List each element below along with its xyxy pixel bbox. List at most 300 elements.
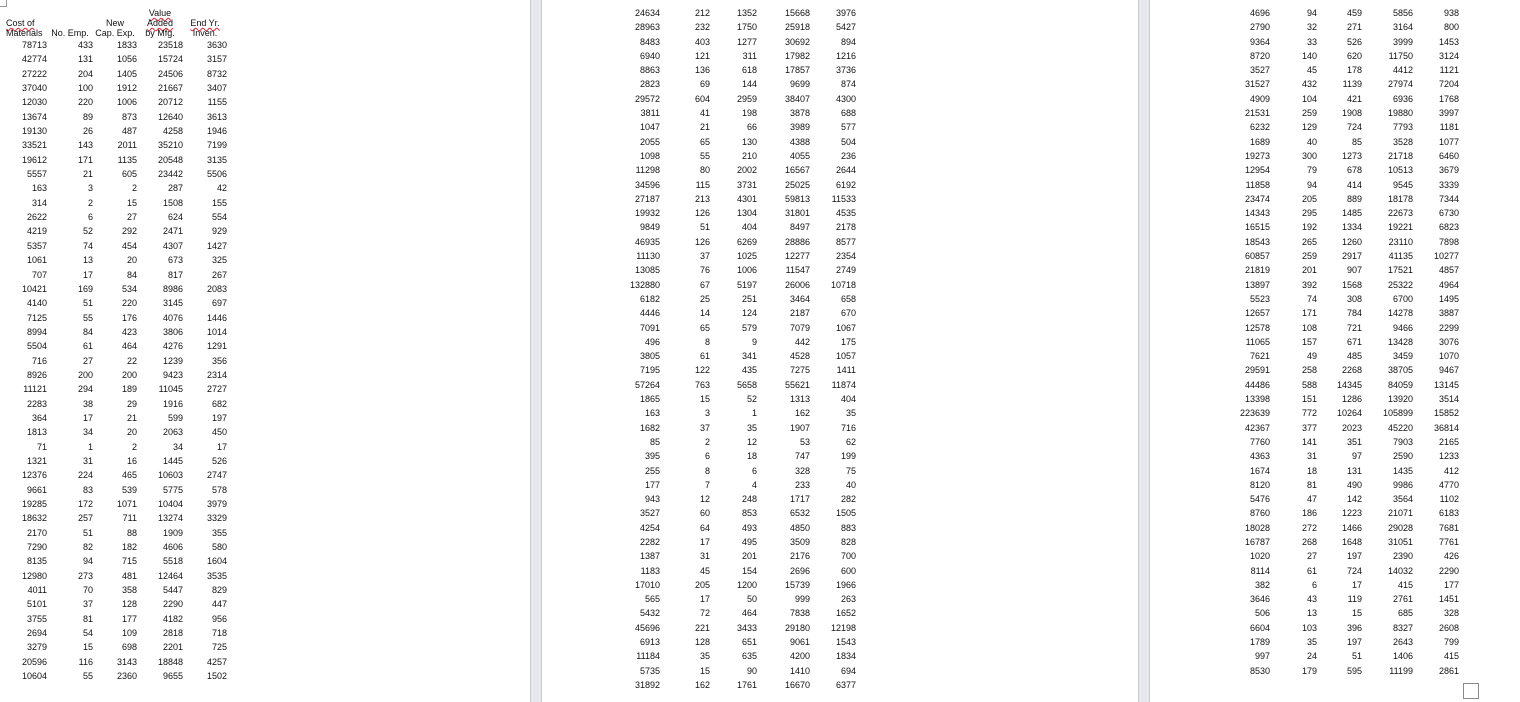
table-cell: 25025 bbox=[784, 179, 810, 190]
table-cell: 7204 bbox=[1438, 79, 1459, 90]
table-cell: 1387 bbox=[639, 551, 660, 562]
table-cell: 18028 bbox=[1244, 522, 1270, 533]
table-cell: 1451 bbox=[1438, 594, 1459, 605]
table-row bbox=[620, 135, 856, 149]
table-cell: 2360 bbox=[116, 671, 137, 682]
table-row bbox=[1230, 292, 1459, 306]
table-cell: 46935 bbox=[634, 236, 660, 247]
table-cell: 4528 bbox=[789, 351, 810, 362]
table-cell: 11130 bbox=[636, 251, 660, 262]
table-cell: 5447 bbox=[162, 585, 183, 596]
table-cell: 40 bbox=[845, 479, 856, 490]
table-cell: 3143 bbox=[116, 656, 137, 667]
table-row bbox=[620, 220, 856, 234]
table-cell: 1833 bbox=[116, 40, 137, 50]
table-cell: 1098 bbox=[639, 150, 660, 161]
table-cell: 2283 bbox=[26, 398, 47, 409]
table-cell: 72 bbox=[699, 608, 710, 619]
table-cell: 1304 bbox=[736, 208, 757, 219]
table-cell: 435 bbox=[741, 365, 757, 376]
table-cell: 999 bbox=[794, 594, 810, 605]
table-cell: 128 bbox=[694, 637, 710, 648]
table-cell: 5658 bbox=[736, 379, 757, 390]
table-cell: 956 bbox=[211, 613, 227, 624]
table-cell: 2471 bbox=[162, 226, 183, 237]
table-cell: 1047 bbox=[639, 122, 660, 133]
table-cell: 128 bbox=[121, 599, 137, 610]
table-cell: 355 bbox=[211, 527, 227, 538]
table-cell: 4055 bbox=[789, 150, 810, 161]
table-cell: 3145 bbox=[162, 298, 183, 309]
table-cell: 4535 bbox=[835, 208, 856, 219]
table-row bbox=[6, 38, 227, 52]
table-cell: 1121 bbox=[1439, 65, 1459, 76]
table-cell: 197 bbox=[1346, 637, 1362, 648]
table-row bbox=[1230, 49, 1459, 63]
table-cell: 83 bbox=[82, 484, 93, 495]
table-cell: 67 bbox=[699, 279, 710, 290]
table-cell: 2390 bbox=[1392, 551, 1413, 562]
table-cell: 80 bbox=[699, 165, 710, 176]
table-cell: 894 bbox=[840, 36, 856, 47]
table-cell: 21 bbox=[699, 122, 710, 133]
table-cell: 23110 bbox=[1388, 236, 1413, 247]
table-cell: 90 bbox=[746, 665, 757, 676]
table-cell: 8530 bbox=[1249, 665, 1270, 676]
table-cell: 4257 bbox=[206, 656, 227, 667]
table-cell: 493 bbox=[741, 522, 757, 533]
table-cell: 716 bbox=[31, 355, 47, 366]
table-row bbox=[6, 124, 227, 138]
table-cell: 1717 bbox=[789, 494, 810, 505]
table-row bbox=[6, 339, 227, 353]
table-cell: 31527 bbox=[1244, 79, 1270, 90]
table-cell: 396 bbox=[1346, 622, 1362, 633]
table-cell: 35210 bbox=[157, 140, 183, 151]
table-cell: 79 bbox=[1306, 165, 1317, 176]
table-cell: 15739 bbox=[784, 579, 810, 590]
table-cell: 16670 bbox=[784, 679, 810, 690]
table-cell: 16787 bbox=[1244, 536, 1270, 547]
table-cell: 17 bbox=[699, 594, 710, 605]
table-cell: 11045 bbox=[158, 384, 183, 395]
table-cell: 3 bbox=[704, 408, 710, 419]
table-cell: 2644 bbox=[835, 165, 856, 176]
table-cell: 177 bbox=[121, 613, 137, 624]
table-row bbox=[6, 110, 227, 124]
table-cell: 18543 bbox=[1244, 236, 1270, 247]
table-cell: 3878 bbox=[789, 108, 810, 119]
table-cell: 1056 bbox=[116, 54, 137, 65]
table-cell: 201 bbox=[741, 551, 757, 562]
table-cell: 554 bbox=[211, 212, 227, 223]
table-row bbox=[1230, 578, 1459, 592]
table-cell: 6936 bbox=[1392, 93, 1413, 104]
table-cell: 69 bbox=[699, 79, 710, 90]
table-cell: 356 bbox=[211, 355, 227, 366]
table-row bbox=[620, 249, 856, 263]
table-row bbox=[1230, 321, 1459, 335]
table-cell: 41 bbox=[699, 108, 710, 119]
table-cell: 6 bbox=[1311, 579, 1317, 590]
table-cell: 12464 bbox=[157, 570, 183, 581]
table-cell: 163 bbox=[31, 183, 47, 194]
table-row bbox=[1230, 306, 1459, 320]
table-row bbox=[1230, 392, 1459, 406]
table-row bbox=[620, 149, 856, 163]
table-cell: 3407 bbox=[206, 83, 227, 94]
table-cell: 20712 bbox=[157, 97, 183, 108]
table-cell: 51 bbox=[699, 222, 710, 233]
table-cell: 205 bbox=[694, 579, 710, 590]
table-cell: 1682 bbox=[639, 422, 660, 433]
table-cell: 5357 bbox=[26, 240, 47, 251]
table-cell: 9655 bbox=[162, 671, 183, 682]
table-cell: 175 bbox=[840, 336, 856, 347]
table-cell: 31801 bbox=[784, 208, 810, 219]
table-cell: 49 bbox=[1306, 351, 1317, 362]
table-row bbox=[620, 592, 856, 606]
table-cell: 7838 bbox=[789, 608, 810, 619]
table-cell: 577 bbox=[840, 122, 856, 133]
table-cell: 122 bbox=[694, 365, 710, 376]
table-cell: 282 bbox=[840, 494, 856, 505]
table-cell: 7125 bbox=[26, 312, 47, 323]
table-cell: 10513 bbox=[1387, 165, 1413, 176]
table-cell: 37 bbox=[699, 422, 710, 433]
table-cell: 421 bbox=[1346, 93, 1362, 104]
table-cell: 4254 bbox=[639, 522, 660, 533]
table-cell: 698 bbox=[121, 642, 137, 653]
table-cell: 2 bbox=[131, 441, 137, 452]
table-cell: 265 bbox=[1301, 236, 1317, 247]
table-cell: 105899 bbox=[1382, 408, 1413, 419]
table-row bbox=[620, 664, 856, 678]
table-cell: 132880 bbox=[629, 279, 660, 290]
table-cell: 177 bbox=[1443, 579, 1459, 590]
table-body-column-2 bbox=[620, 6, 856, 692]
table-cell: 3811 bbox=[640, 108, 660, 119]
table-cell: 1907 bbox=[789, 422, 810, 433]
page-corner-mark bbox=[0, 0, 7, 7]
table-cell: 426 bbox=[1443, 551, 1459, 562]
table-cell: 1674 bbox=[1249, 465, 1270, 476]
resize-handle[interactable] bbox=[1463, 683, 1479, 699]
table-cell: 81 bbox=[82, 613, 93, 624]
table-cell: 17010 bbox=[634, 579, 660, 590]
table-cell: 248 bbox=[741, 494, 757, 505]
table-cell: 2749 bbox=[835, 265, 856, 276]
table-cell: 9986 bbox=[1392, 479, 1413, 490]
table-cell: 33 bbox=[1306, 36, 1317, 47]
table-cell: 1 bbox=[751, 408, 757, 419]
table-cell: 2 bbox=[131, 183, 137, 194]
table-cell: 55 bbox=[699, 150, 710, 161]
table-cell: 6269 bbox=[736, 236, 757, 247]
table-cell: 25 bbox=[699, 293, 710, 304]
table-cell: 715 bbox=[121, 556, 137, 567]
table-cell: 1216 bbox=[835, 50, 856, 61]
table-cell: 490 bbox=[1346, 479, 1362, 490]
table-row bbox=[620, 392, 856, 406]
table-cell: 15 bbox=[699, 665, 710, 676]
table-cell: 81 bbox=[1306, 479, 1317, 490]
table-cell: 13085 bbox=[634, 265, 660, 276]
table-cell: 578 bbox=[211, 484, 227, 495]
table-cell: 271 bbox=[1346, 22, 1362, 33]
table-row bbox=[6, 497, 227, 511]
table-cell: 3339 bbox=[1438, 179, 1459, 190]
table-cell: 395 bbox=[644, 451, 660, 462]
table-cell: 15668 bbox=[784, 8, 810, 18]
table-cell: 221 bbox=[694, 622, 710, 633]
table-cell: 3976 bbox=[835, 8, 856, 18]
table-cell: 35 bbox=[699, 651, 710, 662]
table-cell: 874 bbox=[840, 79, 856, 90]
table-cell: 55621 bbox=[784, 379, 810, 390]
table-cell: 3731 bbox=[736, 179, 757, 190]
table-cell: 8732 bbox=[206, 68, 227, 79]
table-cell: 1912 bbox=[116, 83, 137, 94]
table-cell: 404 bbox=[840, 394, 856, 405]
table-row bbox=[620, 649, 856, 663]
table-cell: 1070 bbox=[1438, 351, 1459, 362]
table-cell: 143 bbox=[77, 140, 93, 151]
table-row bbox=[6, 95, 227, 109]
table-cell: 19285 bbox=[21, 499, 47, 509]
table-cell: 61 bbox=[82, 341, 93, 352]
table-cell: 1505 bbox=[835, 508, 856, 519]
table-cell: 9661 bbox=[26, 484, 47, 495]
table-cell: 1239 bbox=[162, 355, 183, 366]
table-cell: 35 bbox=[1306, 637, 1317, 648]
table-cell: 6730 bbox=[1438, 208, 1459, 219]
table-cell: 84059 bbox=[1387, 379, 1413, 390]
table-cell: 6183 bbox=[1438, 508, 1459, 519]
table-cell: 52 bbox=[746, 394, 757, 405]
table-cell: 1485 bbox=[1341, 208, 1362, 219]
table-row bbox=[620, 549, 856, 563]
table-cell: 84 bbox=[82, 326, 93, 337]
table-cell: 18 bbox=[1306, 465, 1317, 476]
table-cell: 18632 bbox=[21, 513, 47, 524]
table-cell: 2818 bbox=[162, 628, 183, 639]
data-table-column-2 bbox=[620, 6, 856, 692]
table-cell: 162 bbox=[694, 679, 710, 690]
table-row bbox=[620, 178, 856, 192]
table-row bbox=[620, 263, 856, 277]
table-cell: 115 bbox=[695, 179, 710, 190]
table-cell: 504 bbox=[840, 136, 856, 147]
table-cell: 54 bbox=[82, 628, 93, 639]
table-cell: 1077 bbox=[1438, 136, 1459, 147]
table-row bbox=[620, 678, 856, 692]
table-cell: 36814 bbox=[1433, 422, 1459, 433]
table-cell: 1865 bbox=[639, 394, 660, 405]
table-cell: 481 bbox=[121, 570, 137, 581]
table-cell: 16515 bbox=[1244, 222, 1270, 233]
table-cell: 6940 bbox=[639, 50, 660, 61]
table-cell: 198 bbox=[741, 108, 757, 119]
table-row bbox=[6, 612, 227, 626]
table-cell: 129 bbox=[1301, 122, 1317, 133]
table-cell: 51 bbox=[82, 298, 93, 309]
table-cell: 1604 bbox=[206, 556, 227, 567]
table-cell: 2063 bbox=[162, 427, 183, 438]
table-cell: 382 bbox=[1254, 579, 1270, 590]
table-cell: 2590 bbox=[1392, 451, 1413, 462]
table-row bbox=[620, 606, 856, 620]
table-cell: 2861 bbox=[1438, 665, 1459, 676]
table-cell: 13 bbox=[82, 255, 93, 266]
table-cell: 1834 bbox=[835, 651, 856, 662]
table-cell: 27 bbox=[126, 212, 137, 223]
table-cell: 3755 bbox=[26, 613, 47, 624]
table-row bbox=[1230, 664, 1459, 678]
table-cell: 103 bbox=[1301, 622, 1317, 633]
table-cell: 43 bbox=[1306, 594, 1317, 605]
table-cell: 31 bbox=[82, 455, 93, 466]
table-cell: 2187 bbox=[789, 308, 810, 319]
table-cell: 3613 bbox=[206, 111, 227, 122]
table-cell: 1445 bbox=[162, 455, 183, 466]
table-cell: 29572 bbox=[634, 93, 660, 104]
table-cell: 89 bbox=[82, 111, 93, 122]
table-cell: 75 bbox=[845, 465, 856, 476]
table-cell: 7793 bbox=[1392, 122, 1413, 133]
table-cell: 23474 bbox=[1244, 193, 1270, 204]
table-cell: 487 bbox=[121, 126, 137, 137]
table-row bbox=[1230, 349, 1459, 363]
table-cell: 42 bbox=[216, 183, 227, 194]
table-cell: 328 bbox=[794, 465, 810, 476]
table-cell: 15724 bbox=[157, 54, 183, 65]
table-cell: 4696 bbox=[1249, 8, 1270, 18]
table-cell: 4300 bbox=[835, 93, 856, 104]
table-cell: 943 bbox=[644, 494, 660, 505]
table-cell: 5197 bbox=[736, 279, 757, 290]
table-cell: 526 bbox=[211, 455, 227, 466]
table-row bbox=[620, 478, 856, 492]
table-cell: 2282 bbox=[639, 536, 660, 547]
table-cell: 100 bbox=[77, 83, 93, 94]
table-cell: 725 bbox=[211, 642, 227, 653]
table-cell: 5518 bbox=[162, 556, 183, 567]
table-row bbox=[1230, 521, 1459, 535]
table-row bbox=[620, 349, 856, 363]
table-cell: 3564 bbox=[1392, 494, 1413, 505]
table-cell: 9849 bbox=[639, 222, 660, 233]
table-cell: 4301 bbox=[736, 193, 757, 204]
table-cell: 716 bbox=[840, 422, 856, 433]
table-row bbox=[6, 468, 227, 482]
table-cell: 13897 bbox=[1244, 279, 1270, 290]
table-cell: 3679 bbox=[1438, 165, 1459, 176]
table-cell: 673 bbox=[167, 255, 183, 266]
table-cell: 6 bbox=[87, 212, 93, 223]
table-cell: 565 bbox=[644, 594, 660, 605]
table-cell: 3646 bbox=[1249, 594, 1270, 605]
table-cell: 997 bbox=[1254, 651, 1270, 662]
table-row bbox=[1230, 406, 1459, 420]
table-cell: 169 bbox=[77, 283, 93, 294]
table-cell: 47 bbox=[1306, 494, 1317, 505]
table-cell: 154 bbox=[741, 565, 757, 576]
table-cell: 579 bbox=[741, 322, 757, 333]
table-row bbox=[620, 378, 856, 392]
table-cell: 53 bbox=[799, 436, 810, 447]
table-cell: 4182 bbox=[162, 613, 183, 624]
table-cell: 3806 bbox=[162, 326, 183, 337]
table-cell: 682 bbox=[211, 398, 227, 409]
table-cell: 2823 bbox=[639, 79, 660, 90]
table-cell: 76 bbox=[699, 265, 710, 276]
table-cell: 4219 bbox=[26, 226, 47, 237]
table-cell: 205 bbox=[1301, 193, 1317, 204]
table-cell: 1200 bbox=[736, 579, 757, 590]
table-row bbox=[1230, 20, 1459, 34]
table-cell: 14343 bbox=[1244, 208, 1270, 219]
table-cell: 364 bbox=[31, 412, 47, 423]
table-cell: 5432 bbox=[639, 608, 660, 619]
table-cell: 3124 bbox=[1438, 50, 1459, 61]
table-row bbox=[620, 163, 856, 177]
table-cell: 15852 bbox=[1433, 408, 1459, 419]
table-cell: 27 bbox=[82, 355, 93, 366]
table-cell: 12198 bbox=[830, 622, 856, 633]
table-row bbox=[6, 640, 227, 654]
table-cell: 20548 bbox=[157, 154, 183, 165]
table-cell: 1761 bbox=[736, 679, 757, 690]
table-cell: 2696 bbox=[789, 565, 810, 576]
table-cell: 20 bbox=[126, 255, 137, 266]
table-cell: 257 bbox=[77, 513, 93, 524]
table-cell: 604 bbox=[694, 93, 710, 104]
table-cell: 8720 bbox=[1249, 50, 1270, 61]
table-row bbox=[6, 210, 227, 224]
table-cell: 7275 bbox=[789, 365, 810, 376]
table-row bbox=[1230, 564, 1459, 578]
table-cell: 817 bbox=[167, 269, 183, 280]
table-cell: 718 bbox=[211, 628, 227, 639]
table-row bbox=[1230, 92, 1459, 106]
table-cell: 459 bbox=[1346, 8, 1362, 18]
table-cell: 2354 bbox=[835, 251, 856, 262]
table-cell: 1061 bbox=[26, 255, 47, 266]
table-cell: 929 bbox=[211, 226, 227, 237]
table-row bbox=[1230, 621, 1459, 635]
table-row bbox=[6, 181, 227, 195]
table-cell: 423 bbox=[121, 326, 137, 337]
table-cell: 1768 bbox=[1438, 93, 1459, 104]
table-cell: 3527 bbox=[1249, 65, 1270, 76]
table-cell: 131 bbox=[77, 54, 93, 65]
table-cell: 126 bbox=[694, 208, 710, 219]
table-row bbox=[620, 535, 856, 549]
table-cell: 59813 bbox=[784, 193, 810, 204]
table-cell: 126 bbox=[694, 236, 710, 247]
table-cell: 119 bbox=[1347, 594, 1362, 605]
table-row bbox=[6, 268, 227, 282]
table-row bbox=[1230, 435, 1459, 449]
table-cell: 144 bbox=[741, 79, 757, 90]
table-cell: 873 bbox=[121, 111, 137, 122]
table-cell: 8986 bbox=[162, 283, 183, 294]
table-cell: 1789 bbox=[1249, 637, 1270, 648]
table-cell: 57264 bbox=[634, 379, 660, 390]
table-cell: 258 bbox=[1301, 365, 1317, 376]
table-cell: 2170 bbox=[26, 527, 47, 538]
